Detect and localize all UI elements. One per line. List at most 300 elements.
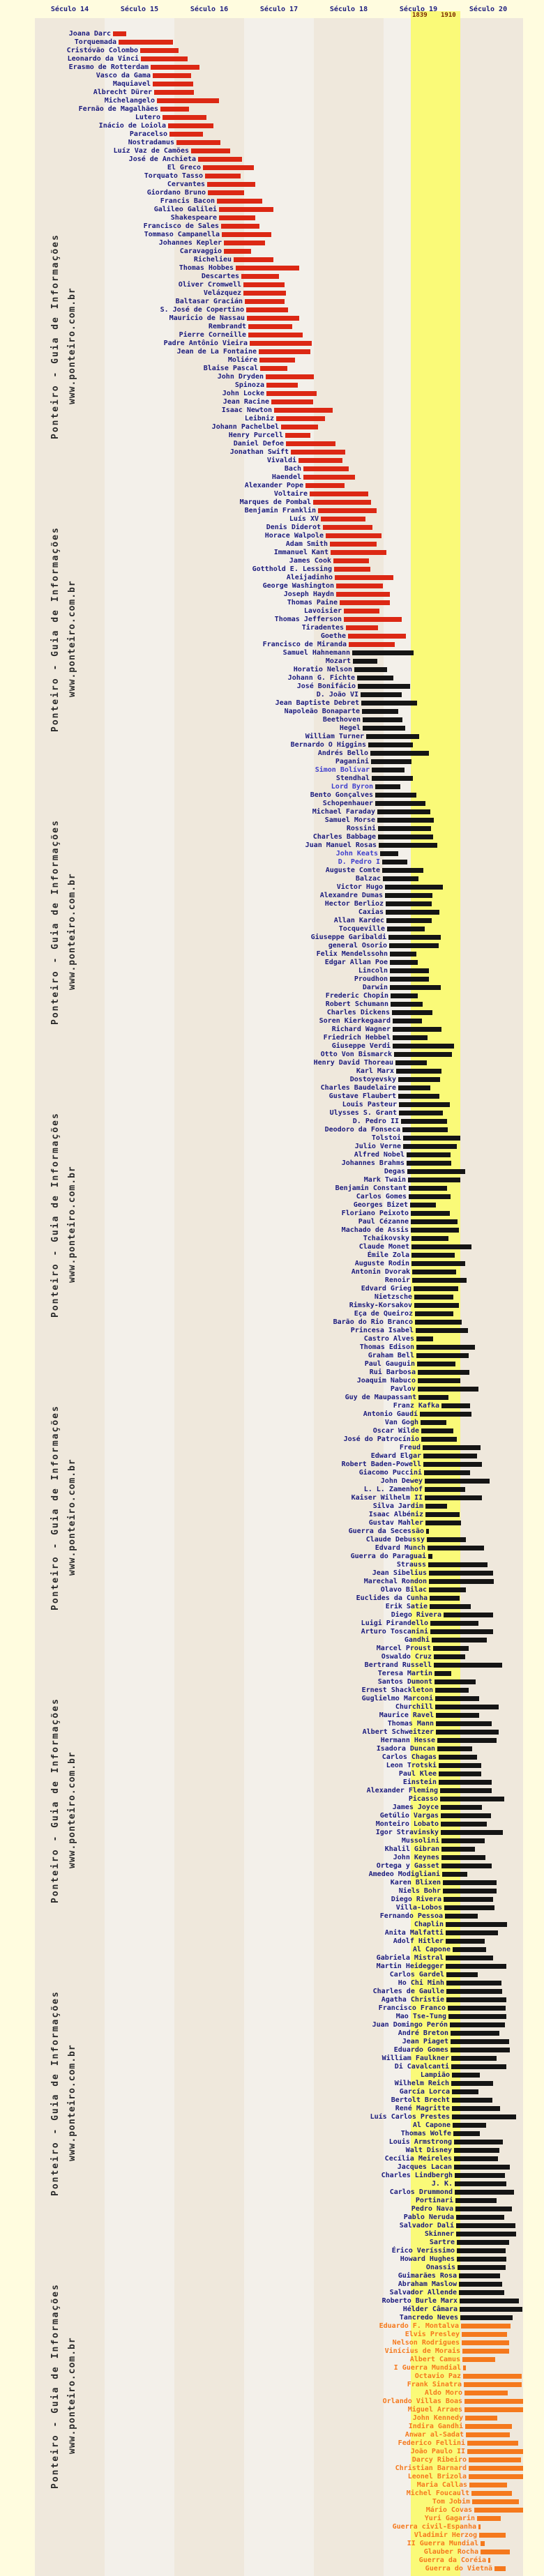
timeline-row bbox=[0, 1302, 544, 1310]
timeline-row bbox=[0, 457, 544, 465]
lifespan-bar bbox=[467, 2449, 523, 2454]
person-name: Octavio Paz bbox=[414, 2372, 461, 2380]
lifespan-bar bbox=[411, 1261, 465, 1266]
person-name: John Dryden bbox=[217, 373, 264, 381]
person-name: Maurice Ravel bbox=[379, 1712, 434, 1719]
timeline-row bbox=[0, 1419, 544, 1427]
timeline-row bbox=[0, 30, 544, 38]
lifespan-bar bbox=[382, 860, 407, 864]
lifespan-bar bbox=[375, 793, 416, 798]
lifespan-bar bbox=[346, 625, 378, 630]
timeline-row bbox=[0, 557, 544, 565]
timeline-row bbox=[0, 1770, 544, 1778]
person-name: Gustave Flaubert bbox=[328, 1092, 396, 1100]
timeline-row bbox=[0, 490, 544, 498]
lifespan-bar bbox=[219, 215, 255, 220]
sidebar-url-text: www.ponteiro.com.br bbox=[67, 873, 77, 990]
timeline-row bbox=[0, 674, 544, 683]
lifespan-bar bbox=[363, 717, 402, 722]
timeline-row bbox=[0, 657, 544, 666]
lifespan-bar bbox=[428, 1546, 484, 1550]
timeline-row bbox=[0, 2046, 544, 2055]
timeline-row bbox=[0, 2322, 544, 2331]
lifespan-bar bbox=[459, 2290, 504, 2295]
person-name: Jean Sibelius bbox=[372, 1569, 427, 1577]
person-name: Giuseppe Garibaldi bbox=[310, 933, 386, 941]
lifespan-bar bbox=[393, 1027, 441, 1032]
person-name: Roberto Burle Marx bbox=[381, 2297, 458, 2305]
lifespan-bar bbox=[417, 1362, 455, 1366]
person-name: general Osorio bbox=[328, 942, 387, 950]
timeline-row bbox=[0, 239, 544, 247]
lifespan-bar bbox=[428, 1562, 488, 1567]
person-name: Friedrich Hebbel bbox=[323, 1034, 391, 1042]
timeline-row bbox=[0, 1051, 544, 1059]
person-name: Amedeo Modigliani bbox=[368, 1870, 440, 1878]
person-name: Ortega y Gasset bbox=[376, 1862, 439, 1870]
person-name: Luís Carlos Prestes bbox=[370, 2113, 450, 2121]
lifespan-bar bbox=[444, 1897, 493, 1902]
war-name: Guerra civil-Espanha bbox=[392, 2523, 476, 2531]
timeline-row bbox=[0, 1979, 544, 1988]
person-name: Oliver Cromwell bbox=[178, 281, 241, 289]
lifespan-bar bbox=[163, 115, 206, 120]
timeline-row bbox=[0, 2188, 544, 2197]
person-name: Karl Marx bbox=[356, 1067, 394, 1075]
person-name: Mussolini bbox=[401, 1837, 439, 1845]
person-name: Caxias bbox=[358, 908, 384, 916]
lifespan-bar bbox=[478, 2524, 481, 2529]
timeline-row bbox=[0, 1243, 544, 1251]
timeline-row-war bbox=[0, 2565, 544, 2573]
person-name: Tocqueville bbox=[338, 925, 385, 933]
lifespan-bar bbox=[456, 2223, 515, 2228]
lifespan-bar bbox=[474, 2508, 523, 2513]
person-name: Rimsky-Korsakov bbox=[349, 1302, 412, 1309]
lifespan-bar bbox=[361, 701, 417, 706]
person-name: Pedro Nava bbox=[411, 2205, 453, 2213]
war-name: Guerra do Paraguai bbox=[350, 1553, 426, 1560]
lifespan-bar bbox=[455, 2190, 514, 2195]
timeline-row bbox=[0, 289, 544, 298]
person-name: Leonel Brizola bbox=[407, 2473, 467, 2480]
person-name: Johannes Kepler bbox=[158, 239, 222, 247]
person-name: Eduardo F. Montalva bbox=[379, 2322, 459, 2330]
timeline-row bbox=[0, 2456, 544, 2464]
timeline-row bbox=[0, 406, 544, 415]
timeline-row bbox=[0, 1435, 544, 1444]
timeline-row bbox=[0, 1143, 544, 1151]
person-name: Igor Stravinsky bbox=[375, 1829, 439, 1836]
person-name: José do Patrocínio bbox=[343, 1435, 419, 1443]
timeline-row bbox=[0, 933, 544, 942]
lifespan-bar bbox=[462, 2340, 509, 2345]
person-name: John Keynes bbox=[393, 1854, 439, 1861]
lifespan-bar bbox=[140, 48, 179, 53]
lifespan-bar bbox=[494, 2566, 506, 2571]
person-name: Joseph Haydn bbox=[283, 590, 334, 598]
person-name: Pablo Neruda bbox=[403, 2213, 454, 2221]
lifespan-bar bbox=[445, 1914, 478, 1919]
lifespan-bar bbox=[481, 2550, 510, 2554]
lifespan-bar bbox=[416, 1328, 468, 1333]
person-name: Haendel bbox=[271, 473, 301, 481]
person-name: Isaac Albéniz bbox=[368, 1511, 423, 1518]
timeline-row bbox=[0, 1712, 544, 1720]
person-name: Teresa Martin bbox=[377, 1670, 432, 1677]
lifespan-bar bbox=[352, 650, 414, 655]
sidebar-brand-text: Ponteiro - Guia de Informações bbox=[50, 1405, 61, 1610]
person-name: Bento Gonçalves bbox=[310, 791, 373, 799]
person-name: Diego Rivera bbox=[391, 1611, 441, 1619]
person-name: Alfred Nobel bbox=[354, 1151, 405, 1159]
timeline-row bbox=[0, 498, 544, 507]
timeline-row bbox=[0, 1327, 544, 1335]
person-name: D. João VI bbox=[316, 691, 358, 699]
person-name: Auguste Rodin bbox=[354, 1260, 409, 1267]
person-name: Johannes Brahms bbox=[341, 1159, 405, 1167]
person-name: Beethoven bbox=[322, 716, 361, 724]
lifespan-bar bbox=[243, 291, 286, 296]
person-name: Chaplin bbox=[414, 1921, 444, 1928]
timeline-row bbox=[0, 1854, 544, 1862]
person-name: Christian Barnard bbox=[395, 2464, 467, 2472]
timeline-row bbox=[0, 892, 544, 900]
person-name: Torquato Tasso bbox=[144, 172, 203, 180]
lifespan-bar bbox=[451, 2056, 497, 2061]
lifespan-bar bbox=[463, 2374, 522, 2379]
person-name: Benjamin Franklin bbox=[244, 507, 316, 515]
person-name: Charles Dickens bbox=[326, 1009, 390, 1016]
person-name: Thomas Wolfe bbox=[400, 2130, 451, 2137]
lifespan-bar bbox=[435, 1696, 479, 1701]
lifespan-bar bbox=[176, 140, 220, 145]
timeline-row bbox=[0, 1251, 544, 1260]
person-name: Carlos Gomes bbox=[356, 1193, 407, 1201]
lifespan-bar bbox=[408, 1178, 460, 1182]
person-name: Karen Blixen bbox=[390, 1879, 441, 1887]
lifespan-bar bbox=[411, 1236, 448, 1241]
timeline-row bbox=[0, 130, 544, 139]
lifespan-bar bbox=[423, 1445, 481, 1450]
timeline-row bbox=[0, 189, 544, 197]
person-name: Hélder Câmara bbox=[402, 2306, 458, 2313]
timeline-row bbox=[0, 1126, 544, 1134]
timeline-row bbox=[0, 331, 544, 340]
timeline-row bbox=[0, 2423, 544, 2431]
person-name: Abraham Maslow bbox=[398, 2280, 457, 2288]
timeline-row bbox=[0, 1159, 544, 1168]
timeline-row bbox=[0, 2247, 544, 2255]
person-name: Daniel Defoe bbox=[233, 440, 284, 448]
lifespan-bar bbox=[441, 1813, 491, 1818]
person-name: Alexandre Dumas bbox=[319, 892, 383, 899]
person-name: Franz Kafka bbox=[393, 1402, 439, 1410]
timeline-row bbox=[0, 1703, 544, 1712]
timeline-row bbox=[0, 2439, 544, 2448]
person-name: Giordano Bruno bbox=[146, 189, 206, 197]
lifespan-bar bbox=[451, 2048, 510, 2052]
lifespan-bar bbox=[454, 2165, 510, 2170]
timeline-row bbox=[0, 2448, 544, 2456]
lifespan-bar bbox=[375, 784, 400, 789]
timeline-row bbox=[0, 1745, 544, 1753]
timeline-row bbox=[0, 206, 544, 214]
lifespan-bar bbox=[440, 1788, 492, 1793]
century-label: Século 19 bbox=[399, 6, 438, 13]
lifespan-bar bbox=[467, 2441, 518, 2446]
person-name: Lavoisier bbox=[303, 607, 342, 615]
timeline-row bbox=[0, 264, 544, 273]
timeline-row bbox=[0, 1092, 544, 1101]
timeline-row bbox=[0, 306, 544, 314]
timeline-row bbox=[0, 323, 544, 331]
person-name: Erik Satie bbox=[385, 1603, 428, 1610]
timeline-row bbox=[0, 1210, 544, 1218]
timeline-row bbox=[0, 465, 544, 473]
lifespan-bar bbox=[443, 1880, 497, 1885]
person-name: Francisco de Miranda bbox=[262, 641, 347, 648]
lifespan-bar bbox=[372, 776, 413, 781]
person-name: Thomas Edison bbox=[359, 1343, 414, 1351]
person-name: Fernão de Magalhães bbox=[78, 105, 158, 113]
lifespan-bar bbox=[460, 2307, 522, 2312]
timeline-row-war bbox=[0, 2523, 544, 2531]
person-name: Caravaggio bbox=[179, 247, 222, 255]
timeline-row bbox=[0, 2548, 544, 2556]
person-name: Hector Berlioz bbox=[324, 900, 384, 908]
timeline-row bbox=[0, 139, 544, 147]
person-name: Rossini bbox=[346, 825, 376, 832]
lifespan-bar bbox=[418, 1387, 478, 1392]
lifespan-bar bbox=[459, 2273, 500, 2278]
lifespan-bar bbox=[403, 1136, 460, 1141]
timeline-row bbox=[0, 2004, 544, 2013]
lifespan-bar bbox=[303, 475, 355, 480]
person-name: Marques de Pombal bbox=[239, 498, 311, 506]
timeline-row bbox=[0, 1109, 544, 1118]
person-name: Joana Darc bbox=[68, 30, 111, 38]
lifespan-bar bbox=[340, 600, 390, 605]
person-name: Otto Von Bismarck bbox=[320, 1051, 392, 1058]
timeline-row bbox=[0, 1728, 544, 1737]
lifespan-bar bbox=[421, 1420, 446, 1425]
lifespan-bar bbox=[412, 1278, 467, 1283]
timeline-row bbox=[0, 172, 544, 181]
timeline-row bbox=[0, 599, 544, 607]
timeline-row bbox=[0, 749, 544, 758]
timeline-row bbox=[0, 1753, 544, 1762]
lifespan-bar bbox=[441, 1838, 485, 1843]
person-name: Lutero bbox=[135, 114, 160, 121]
timeline-row bbox=[0, 2163, 544, 2172]
lifespan-bar bbox=[390, 985, 441, 990]
person-name: Hegel bbox=[339, 724, 361, 732]
timeline-row bbox=[0, 2038, 544, 2046]
person-name: Leonardo da Vinci bbox=[67, 55, 139, 63]
person-name: Erasmo de Rotterdam bbox=[68, 63, 149, 71]
person-name: Louis Armstrong bbox=[388, 2138, 452, 2146]
lifespan-bar bbox=[444, 1905, 494, 1910]
lifespan-bar bbox=[456, 2215, 504, 2220]
lifespan-bar bbox=[310, 491, 368, 496]
person-name: Velázquez bbox=[203, 289, 241, 297]
lifespan-bar bbox=[361, 692, 402, 697]
person-name: Émile Zola bbox=[367, 1251, 409, 1259]
timeline-row-war bbox=[0, 2364, 544, 2372]
lifespan-bar bbox=[427, 1537, 466, 1542]
lifespan-bar bbox=[250, 341, 312, 346]
timeline-row bbox=[0, 1561, 544, 1569]
timeline-row bbox=[0, 1444, 544, 1452]
lifespan-bar bbox=[435, 1679, 476, 1684]
timeline-row bbox=[0, 1536, 544, 1544]
person-name: Paul Gauguin bbox=[364, 1360, 415, 1368]
timeline-row bbox=[0, 381, 544, 390]
lifespan-bar bbox=[386, 918, 432, 923]
person-name: Spinoza bbox=[234, 381, 264, 389]
timeline-row bbox=[0, 783, 544, 791]
person-name: Castro Alves bbox=[363, 1335, 414, 1343]
timeline-row bbox=[0, 1870, 544, 1879]
lifespan-bar bbox=[425, 1504, 447, 1509]
person-name: Luíz Vaz de Camões bbox=[113, 147, 189, 155]
person-name: Isadora Duncan bbox=[376, 1745, 435, 1753]
person-name: Richard Wagner bbox=[331, 1026, 391, 1033]
person-name: Michel Foucault bbox=[406, 2490, 469, 2497]
timeline-row bbox=[0, 1343, 544, 1352]
timeline-row bbox=[0, 1996, 544, 2004]
lifespan-bar bbox=[462, 2349, 509, 2354]
person-name: Oswaldo Cruz bbox=[381, 1653, 432, 1661]
timeline-row bbox=[0, 867, 544, 875]
timeline-row bbox=[0, 1578, 544, 1586]
timeline-row-war bbox=[0, 2540, 544, 2548]
timeline-row bbox=[0, 1369, 544, 1377]
person-name: Bertolt Brecht bbox=[391, 2096, 450, 2104]
person-name: Aleijadinho bbox=[286, 574, 333, 581]
timeline-row bbox=[0, 1034, 544, 1042]
lifespan-bar bbox=[446, 1989, 502, 1994]
person-name: Niels Bohr bbox=[398, 1887, 441, 1895]
person-name: Portinari bbox=[415, 2197, 453, 2204]
timeline-row bbox=[0, 875, 544, 883]
lifespan-bar bbox=[198, 157, 242, 162]
timeline-row bbox=[0, 1678, 544, 1686]
lifespan-bar bbox=[446, 1981, 501, 1986]
timeline-row bbox=[0, 97, 544, 105]
lifespan-bar bbox=[453, 1947, 486, 1952]
person-name: Francisco de Sales bbox=[143, 222, 219, 230]
person-name: Jacques Lacan bbox=[397, 2163, 452, 2171]
person-name: L. L. Zamenhof bbox=[363, 1486, 423, 1493]
timeline-row bbox=[0, 2297, 544, 2306]
lifespan-bar bbox=[285, 433, 310, 438]
lifespan-bar bbox=[428, 1554, 432, 1559]
timeline-row bbox=[0, 1879, 544, 1887]
timeline-row bbox=[0, 2356, 544, 2364]
century-label: Século 14 bbox=[50, 6, 89, 13]
person-name: Degas bbox=[384, 1168, 405, 1175]
timeline-row bbox=[0, 1285, 544, 1293]
timeline-row bbox=[0, 1921, 544, 1929]
person-name: Vivaldi bbox=[266, 457, 296, 464]
person-name: Cristóvão Colombo bbox=[66, 47, 138, 54]
timeline-row bbox=[0, 942, 544, 950]
lifespan-bar bbox=[441, 1403, 470, 1408]
timeline-row bbox=[0, 2255, 544, 2264]
lifespan-bar bbox=[451, 2031, 499, 2036]
timeline-row bbox=[0, 1762, 544, 1770]
lifespan-bar bbox=[460, 2315, 513, 2320]
timeline-row bbox=[0, 2331, 544, 2339]
timeline-row bbox=[0, 2506, 544, 2515]
lifespan-bar bbox=[234, 257, 273, 262]
lifespan-bar bbox=[259, 349, 310, 354]
lifespan-bar bbox=[407, 1161, 451, 1166]
timeline-row bbox=[0, 1946, 544, 1954]
lifespan-bar bbox=[248, 324, 292, 329]
timeline-row bbox=[0, 816, 544, 825]
timeline-row bbox=[0, 649, 544, 657]
timeline-row bbox=[0, 908, 544, 917]
timeline-row bbox=[0, 1586, 544, 1594]
sidebar-url-text: www.ponteiro.com.br bbox=[67, 287, 77, 404]
timeline-row bbox=[0, 590, 544, 599]
person-name: Santos Dumont bbox=[377, 1678, 432, 1686]
person-name: Mao Tse-Tung bbox=[395, 2013, 446, 2020]
century-label: Século 20 bbox=[469, 6, 508, 13]
person-name: Antonio Gaudí bbox=[363, 1410, 418, 1418]
person-name: Walt Disney bbox=[405, 2147, 452, 2154]
lifespan-bar bbox=[394, 1052, 452, 1057]
timeline-row bbox=[0, 1937, 544, 1946]
timeline-row bbox=[0, 2389, 544, 2398]
timeline-row bbox=[0, 1218, 544, 1226]
person-name: Eça de Queiroz bbox=[354, 1310, 413, 1318]
timeline-row bbox=[0, 1804, 544, 1812]
lifespan-bar bbox=[393, 1044, 454, 1049]
person-name: Galileo Galilei bbox=[153, 206, 217, 213]
lifespan-bar bbox=[459, 2282, 502, 2287]
person-name: Denis Diderot bbox=[266, 524, 321, 531]
person-name: Goethe bbox=[320, 632, 346, 640]
person-name: Adolf Hitler bbox=[393, 1937, 444, 1945]
person-name: Onassis bbox=[425, 2264, 455, 2271]
lifespan-bar bbox=[446, 1956, 493, 1960]
timeline-row bbox=[0, 1352, 544, 1360]
person-name: Samuel Morse bbox=[324, 816, 375, 824]
timeline-row bbox=[0, 2055, 544, 2063]
lifespan-bar bbox=[430, 1621, 478, 1626]
timeline-row bbox=[0, 348, 544, 356]
person-name: Giacomo Puccini bbox=[358, 1469, 422, 1477]
lifespan-bar bbox=[455, 2181, 506, 2186]
person-name: Padre Antônio Vieira bbox=[163, 340, 248, 347]
person-name: Cecília Meireles bbox=[384, 2155, 452, 2163]
sidebar-brand-text: Ponteiro - Guia de Informações bbox=[50, 1698, 61, 1903]
timeline-row bbox=[0, 1603, 544, 1611]
timeline-row bbox=[0, 515, 544, 524]
timeline-row bbox=[0, 1134, 544, 1143]
timeline-row bbox=[0, 1394, 544, 1402]
person-name: Jean Piaget bbox=[402, 2038, 448, 2045]
person-name: Voltaire bbox=[273, 490, 308, 498]
lifespan-bar bbox=[160, 107, 189, 112]
person-name: John Dewey bbox=[380, 1477, 423, 1485]
timeline-row bbox=[0, 1611, 544, 1619]
person-name: Luís XV bbox=[289, 515, 319, 523]
